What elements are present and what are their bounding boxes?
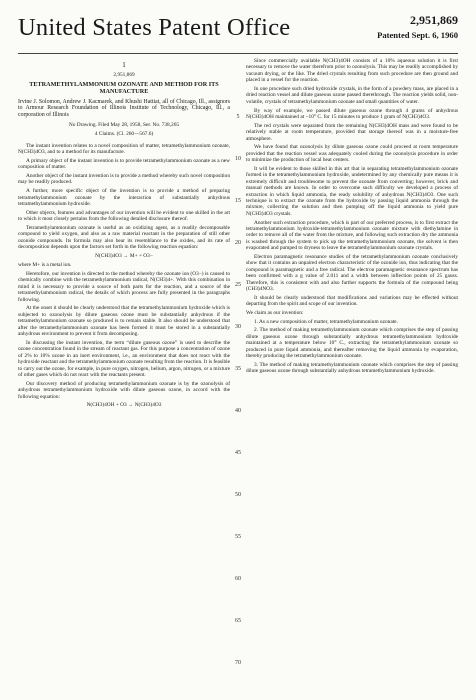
formula: N(CH3)4OH + O3 → N(CH3)4O3 [86,402,162,409]
left-column [18,58,230,694]
paragraph: The red crystals were separated from the remaining N(CH3)4OH mass and were found to be relatively stable at room temperature, provided that storage thereof was in a moisture-free atmosphere. [246,122,458,142]
paragraph: Other objects, features and advantages of our invention will be evident to one skilled in the art to which it most closely pertains from the following detailed disclosure thereof. [18,209,230,223]
line-number: 20 [235,240,241,246]
line-number: 25 [235,282,241,288]
paragraph: Our discovery method of producing tetramethylammonium ozonate is by the ozonolysis of anhydrous tetramethylammonium hydroxide with dilute gaseous ozone, in accord with the following equation: [18,380,230,400]
document-header [0,0,476,52]
line-number: 55 [235,534,241,540]
patent-body [18,58,458,694]
line-number: 40 [235,408,241,414]
formula: N(CH3)4O3 → M+ + O3− [95,252,153,259]
patent-number: 2,951,869 [410,13,458,27]
paragraph: At the onset it should be clearly understood that the tetramethylammonium hydroxide which is subjected to ozonolysis by dilute gaseous ozone must be substantially anhydrous if the tetramethylammonium ozonate so produced is to remain stable. It also should be understood that after the tetramethylammonium ozonate has been formed it must be stored in a substantially anhydrous environment to prevent it from decomposing. [18,305,230,338]
line-number: 70 [235,660,241,666]
paragraph: Tetramethylammonium ozonate is useful as an oxidizing agent, as a readily decomposable compound to yield oxygen, and also as a raw material reactant in the preparation of still other ozonide compounds. Its formula may also bear its resemblance to the oxides, and its rate of decomposition depends upon the factors set forth in the following reaction equation: [18,224,230,251]
paragraph: A primary object of the instant invention is to provide tetramethylammonium ozonate as a new composition of matter. [18,157,230,171]
patented-date: Patented Sept. 6, 1960 [377,30,458,40]
paragraph: We have found that ozonolysis by dilute gaseous ozone could proceed at room temperature provided that the reaction vessel was adequately cooled during the ozonolysis procedure in order to minimize the production of local heat centers. [246,144,458,164]
paragraph: where M+ is a metal ion. [18,262,72,269]
paragraph: In discussing the instant invention, the term “dilute gaseous ozone” is used to describe the ozone concentration found in the stream of reactant gas. For this purpose a concentration of ozone of 2% to 10% ozone in an inert environment, i.e., an environment that does not react with the hydroxide reactant and the tetramethylammonium ozonate resulting from the reaction. It is feasible to carry out the ozone, for example, in pure oxygen, nitrogen, helium, argon, nitrogen, or a mixture of other gases which do not react with the reactants present. [18,339,230,378]
claims-intro: We claim as our invention: [246,310,304,316]
paragraph: Electron paramagnetic resonance studies of the tetramethylammonium ozonate conclusively show that it contains an unpaired electron characteristic of the ozonide ion, thus indicating that the compound is paramagnetic and a free radical. The electron paramagnetic resonance spectrum has been confirmed with a g value of 2.011 and a width between inflection points of 25 gauss. Therefore, this is consistent with and also further supports the formula of the compound being (CH3)4NO3. [246,254,458,293]
claim: 3. The method of making tetramethylammonium ozonate which comprises the step of passing dilute gaseous ozone through substantially anhydrous tetramethylammonium hydroxide. [246,361,458,375]
claim: 1. As a new composition of matter, tetramethylammonium ozonate. [254,318,398,325]
inventors: Irvine J. Solomon, Andrew J. Kacmarek, and Khushi Hattiat, all of Chicago, Ill., assignors to Armour Research Foundation of Illinois Institute of Technology, Chicago, Ill., a corporation of Illinois [18,98,230,119]
line-number: 65 [235,618,241,624]
paragraph: By way of example, we passed dilute gaseous ozone through 4 grams of anhydrous N(CH3)4OH maintained at −10° C. for 15 minutes to produce 1 gram of N(CH3)4O3. [246,107,458,120]
right-column [246,58,458,694]
header-rule [18,53,458,54]
column-number: 1 [122,61,126,69]
line-number: 45 [235,450,241,456]
claims-count: 4 Claims. (Cl. 260—567.6) [94,131,154,138]
paragraph: Heretofore, our invention is directed to the method whereby the ozonate ion (O3−) is caused to chemically combine with the tetramethylammonium radical, N(CH3)4+. With this combination in mind it is necessary to provide a source of both parts for the reaction, and a source of the tetramethylammonium radical, the details of which process are fully presented in the paragraphs following. [18,270,230,303]
patent-number-small: 2,951,869 [113,72,135,79]
paragraph: Another such extraction procedure, which is part of our preferred process, is to first extract the tetramethylammonium hydroxide-tetramethylammonium ozonate mixture with diethylamine in order to remove all of the water from the mixture, and following such extraction dry the ammonia is washed through the system to pick up the tetramethylammonium ozonate, the solvent is then evaporated and pumped to dryness to leave the tetramethylammonium ozonate crystals. [246,219,458,252]
filing-info: No Drawing. Filed May 28, 1958, Ser. No. 738,265 [68,121,180,128]
line-number: 35 [235,366,241,372]
line-numbers [232,58,244,694]
paragraph: It should be clearly understood that modifications and variations may be effected without departing from the spirit and scope of our invention. [246,294,458,308]
office-title: United States Patent Office [18,14,291,41]
paragraph: In one procedure such dried hydroxide crystals, in the form of a powdery mass, are placed in a dried reaction vessel and dilute gaseous ozone passed therethrough. The reaction yields solid, non-volatile, crystals of tetramethylammonium ozonate and small quantities of water. [246,86,458,105]
paragraph: The instant invention relates to a novel composition of matter, tetramethylammonium ozonate, N(CH3)4O3, and to a method for its manufacture. [18,142,230,156]
claim: 2. The method of making tetramethylammonium ozonate which comprises the step of passing dilute gaseous ozone through substantially anhydrous tetramethylammonium hydroxide maintained at a temperature below 10° C., extracting the tetramethylammonium ozonate so produced in pure liquid ammonia, and thereafter removing the liquid ammonia by evaporation, thereby producing the tetramethylammonium ozonate. [246,327,458,360]
paragraph: Since commercially available N(CH3)4OH consists of a 10% aqueous solution it is first necessary to remove the water therefrom prior to ozonolysis. This may be readily accomplished by vacuum drying, or the like. The dried crystals resulting from such procedure are then ground and placed in a vessel for the reaction. [246,58,458,84]
paragraph: Another object of the instant invention is to provide a method whereby such novel composition may be readily produced. [18,172,230,186]
patent-title: TETRAMETHYLAMMONIUM OZONATE AND METHOD FOR ITS MANUFACTURE [29,81,219,96]
line-number: 15 [235,198,241,204]
line-number: 10 [235,156,241,162]
paragraph: It will be evident to those skilled in this art that in separating tetramethylammonium ozonate formed in the tetramethylammonium hydroxide, undetermined by any chemically pure means it is extremely difficult and troublesome to prevent the ozonate from converting; however, brick and manual methods are known. In order to overcome such difficulty we developed a process of extraction in which liquid ammonia, the ready solubility of anhydrous N(CH3)4O3. One such technique is to extract the ozonate from the hydroxide by passing liquid ammonia through the mixture, collecting the solution and then pumping off the liquid ammonia to yield pure N(CH3)4O3 crystals. [246,165,458,217]
line-number: 50 [235,492,241,498]
line-number: 5 [236,114,240,120]
line-number: 60 [235,576,241,582]
paragraph: A further, more specific object of the invention is to provide a method of preparing tetramethylammonium ozonate by the interaction of substantially anhydrous tetramethylammonium hydroxide. [18,188,230,207]
line-number: 30 [235,324,241,330]
